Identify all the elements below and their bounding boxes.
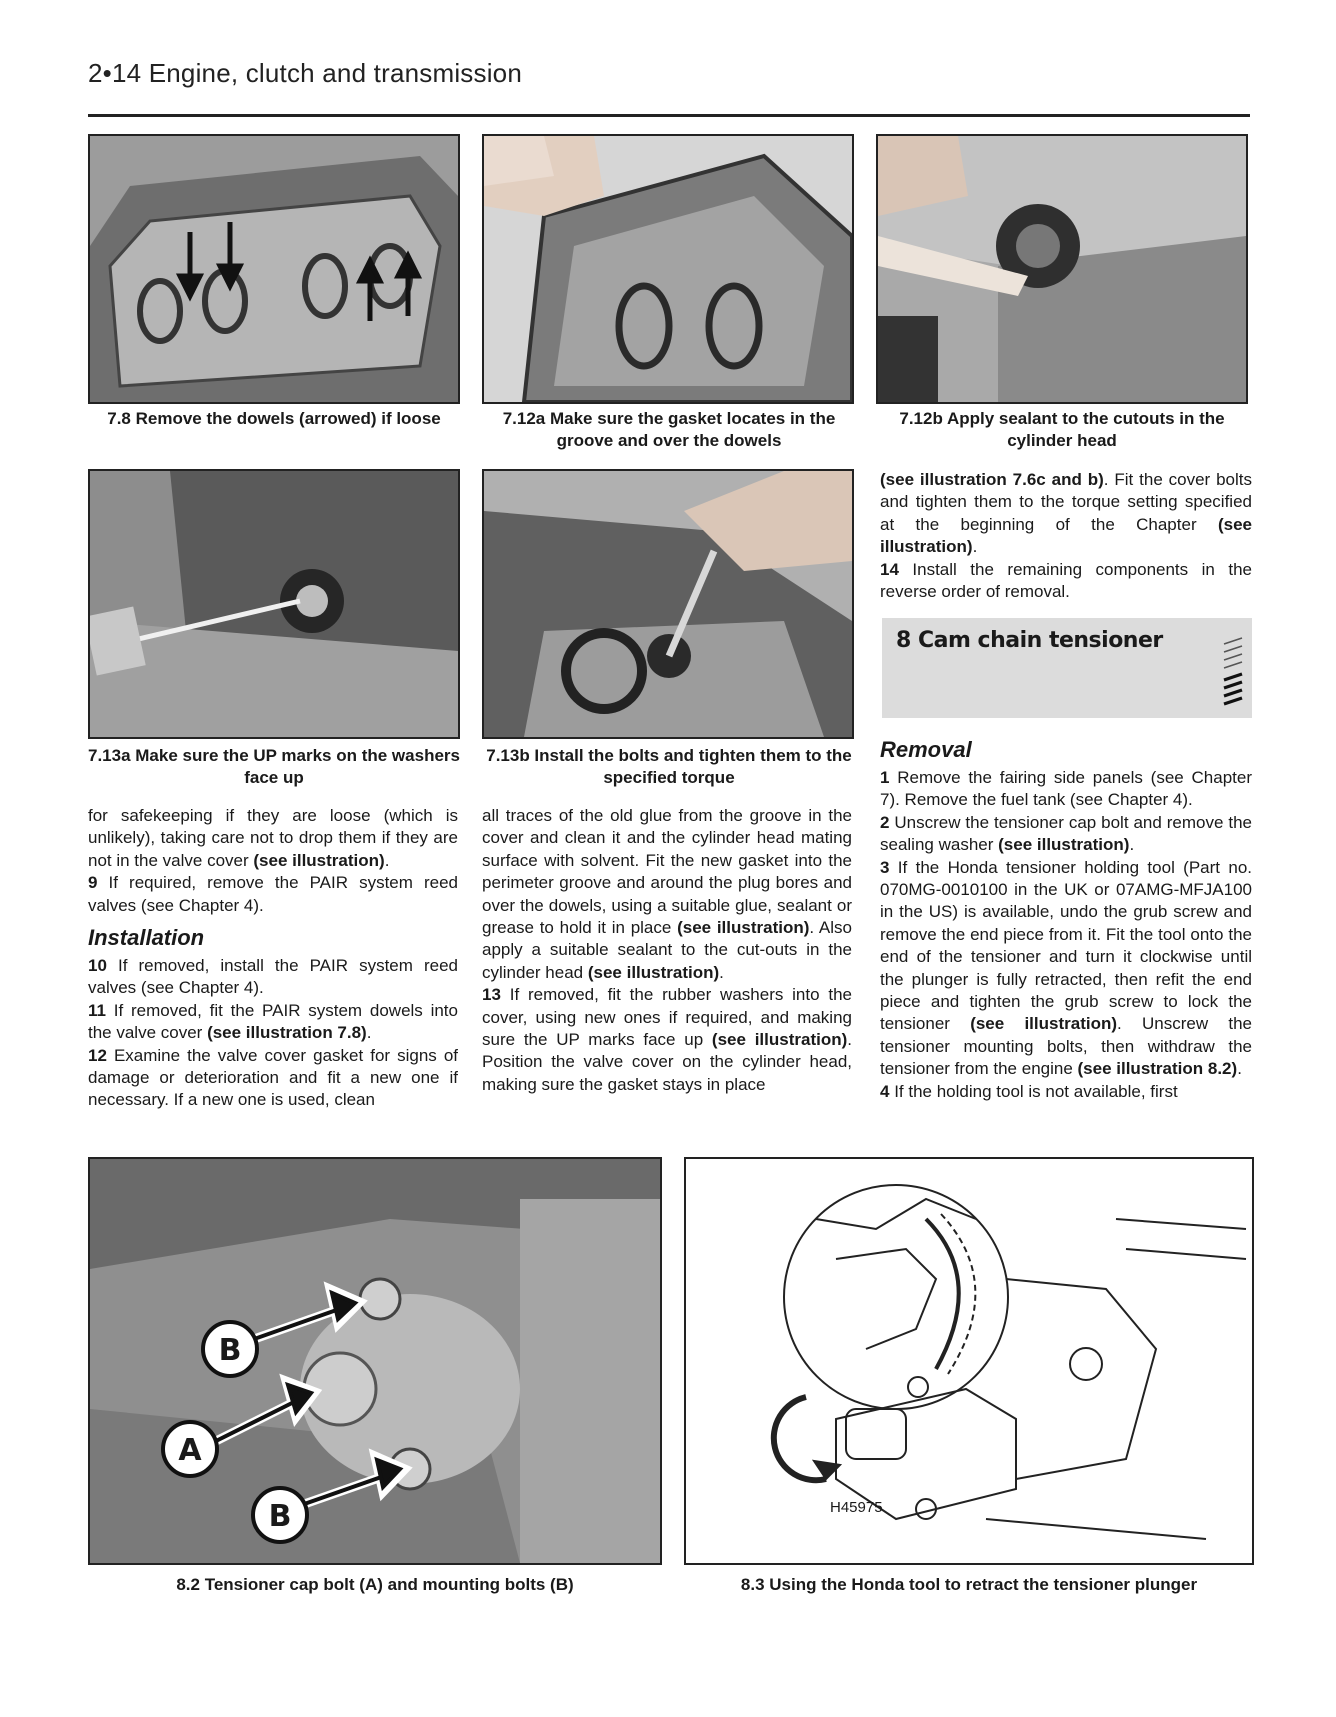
paragraph-11: 11 If removed, fit the PAIR system dowels into the valve cover (see illustration 7.8). [88,1000,458,1043]
drawing-code: H45975 [830,1499,883,1516]
caption-7-13a: 7.13a Make sure the UP marks on the washers face up [88,746,460,787]
text-column-1 [88,805,458,1112]
page-title: 2•14 Engine, clutch and transmission [88,58,522,88]
caption-7-13b: 7.13b Install the bolts and tighten them to the specified torque [486,746,852,787]
caption-8-2: 8.2 Tensioner cap bolt (A) and mounting bolts (B) [176,1575,574,1594]
callout-label-b: B [268,1499,292,1534]
paragraph-14: 14 Install the remaining components in the reverse order of removal. [880,559,1252,602]
caption-8-3: 8.3 Using the Honda tool to retract the tensioner plunger [740,1575,1198,1594]
photo-8-2 [88,1157,662,1565]
paragraph-2: 2 Unscrew the tensioner cap bolt and remove the sealing washer (see illustration). [880,812,1252,855]
section-title: 8 Cam chain tensioner [896,628,1163,653]
heading-removal: Removal [880,737,972,762]
paragraph-9: 9 If required, remove the PAIR system reed valves (see Chapter 4). [88,873,458,915]
photo-7-12a [482,134,854,404]
photo-7-12b [876,134,1248,404]
caption-7-12b: 7.12b Apply sealant to the cutouts in the cylinder head [899,409,1225,450]
paragraph-13: 13 If removed, fit the rubber washers into the cover, using new ones if required, and making sure the UP marks face up (see illustration). Position the valve cover on the cylinder head, making sure the gasket stays in place [482,985,852,1094]
photo-7-13a [88,469,460,739]
text-column-3-bottom [880,735,1252,1103]
heading-installation: Installation [88,925,205,951]
header-rule [88,114,1250,117]
drawing-8-3 [684,1157,1254,1565]
paragraph-4: 4 If the holding tool is not available, first [880,1081,1178,1101]
paragraph-8-continued: for safekeeping if they are loose (which is unlikely), taking care not to drop them if they are not in the valve cover (see illustration). [88,806,458,870]
paragraph-1: 1 Remove the fairing side panels (see Chapter 7). Remove the fuel tank (see Chapter 4). [880,768,1252,810]
caption-7-8: 7.8 Remove the dowels (arrowed) if loose [107,409,441,428]
photo-7-8 [88,134,460,404]
paragraph-13-continued: (see illustration 7.6c and b). Fit the cover bolts and tighten them to the torque setting specified at the beginning of the Chapter (see illustration). [880,470,1252,557]
section-heading-box [882,618,1252,718]
paragraph-3: 3 If the Honda tensioner holding tool (Part no. 070MG-0010100 in the UK or 07AMG-MFJA100 in the US) is available, undo the grub screw and remove the end piece from it. Fit the tool onto the end of the tensioner and turn it clockwise until the plunger is fully retracted, then refit the end piece and tighten the grub screw to lock the tensioner (see illustration). Unscrew the tensioner mounting bolts, then withdraw the tensioner from the engine (see illustration 8.2). [880,857,1252,1079]
paragraph-12: 12 Examine the valve cover gasket for signs of damage or deterioration and fit a new one if necessary. If a new one is used, clean [88,1045,458,1110]
paragraph-10: 10 If removed, install the PAIR system reed valves (see Chapter 4). [88,956,458,998]
text-column-2 [482,805,852,1096]
text-column-3-top [880,469,1252,603]
paragraph-12-continued: all traces of the old glue from the groove in the cover and clean it and the cylinder head mating surface with solvent. Fit the new gasket into the perimeter groove and around the plug bores and over the dowels, using a suitable glue, sealant or grease to hold it in place (see illustration). Also apply a suitable sealant to the cut-outs in the cylinder head (see illustration). [482,806,852,982]
callout-label-a: A [178,1433,202,1468]
photo-7-13b [482,469,854,739]
difficulty-spanner-icon [1220,636,1246,710]
callout-label-b: B [218,1333,242,1368]
caption-7-12a: 7.12a Make sure the gasket locates in the groove and over the dowels [502,409,836,450]
